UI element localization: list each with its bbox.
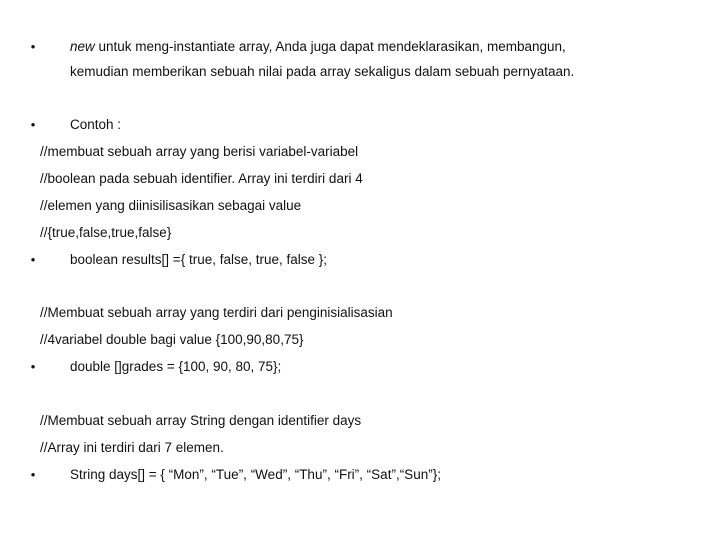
comment-line: //boolean pada sebuah identifier. Array ini terdiri dari 4 xyxy=(40,171,363,186)
intro-line-2: kemudian memberikan sebuah nilai pada array sekaligus dalam sebuah pernyataan. xyxy=(70,64,575,79)
bullet: • xyxy=(30,117,36,132)
bullet: • xyxy=(30,359,36,374)
bullet: • xyxy=(30,467,36,482)
intro-line-1-text: untuk meng-instantiate array, Anda juga dapat mendeklarasikan, membangun, xyxy=(94,39,566,54)
comment-line: //Membuat sebuah array yang terdiri dari penginisialisasian xyxy=(40,305,393,320)
code-line: boolean results[] ={ true, false, true, false }; xyxy=(70,252,328,267)
comment-line: //Membuat sebuah array String dengan identifier days xyxy=(40,413,362,428)
comment-line: //{true,false,true,false} xyxy=(40,225,172,240)
keyword-new: new xyxy=(70,39,95,54)
example-title: Contoh : xyxy=(70,117,122,132)
comment-line: //4variabel double bagi value {100,90,80,75} xyxy=(40,332,304,347)
comment-line: //membuat sebuah array yang berisi variabel-variabel xyxy=(40,144,359,159)
comment-line: //Array ini terdiri dari 7 elemen. xyxy=(40,440,224,455)
intro-line-1 xyxy=(70,38,566,56)
bullet: • xyxy=(30,39,36,54)
code-line: double []grades = {100, 90, 80, 75}; xyxy=(70,359,282,374)
bullet: • xyxy=(30,252,36,267)
code-line: String days[] = { “Mon”, “Tue”, “Wed”, “Thu”, “Fri”, “Sat”,“Sun”}; xyxy=(70,467,441,482)
comment-line: //elemen yang diinisilisasikan sebagai value xyxy=(40,198,302,213)
